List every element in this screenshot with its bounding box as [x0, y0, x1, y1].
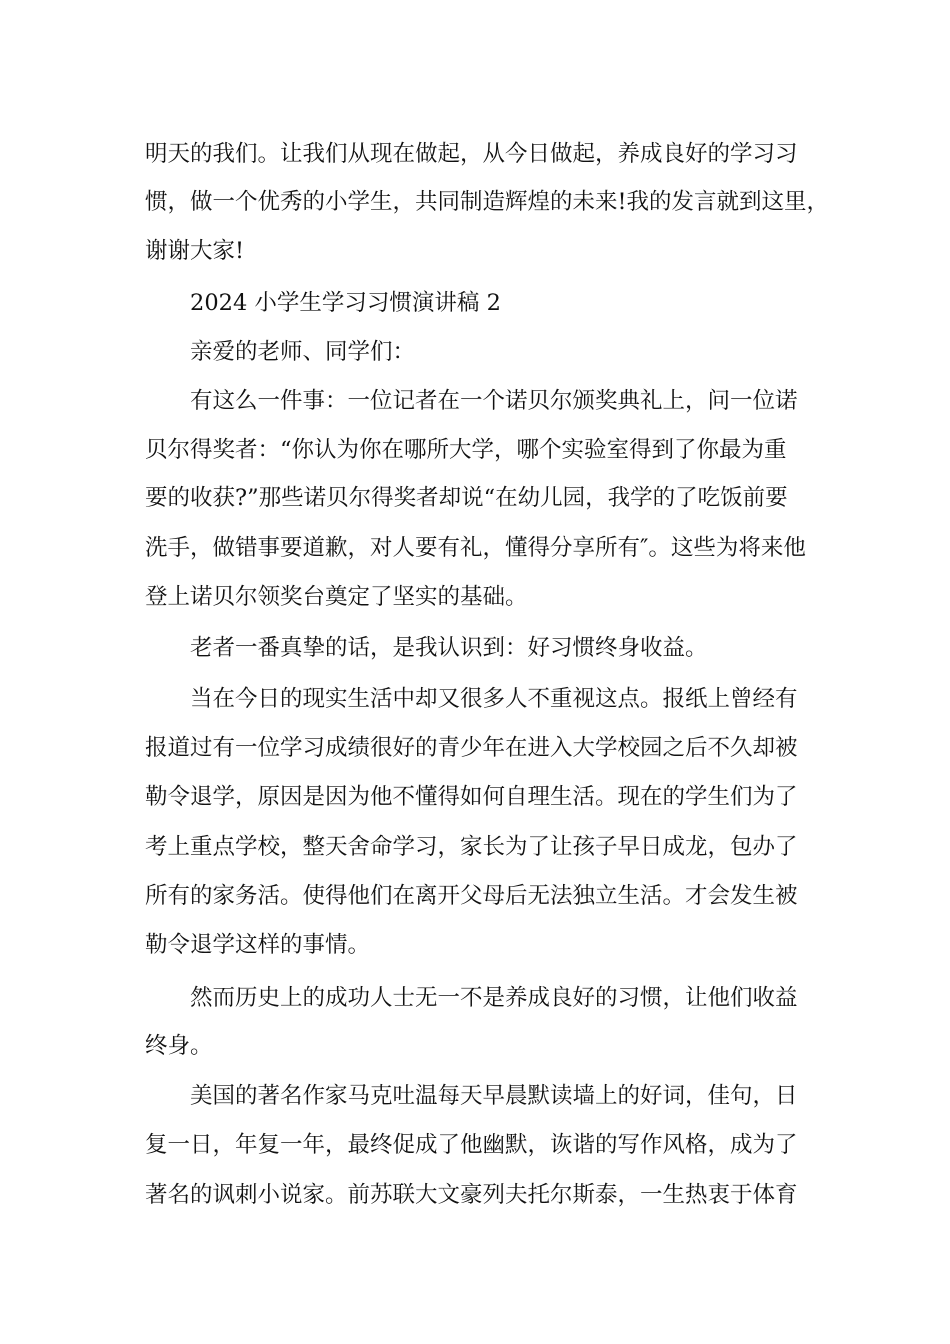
text-line: 然而历史上的成功人士无一不是养成良好的习惯，让他们收益	[190, 985, 798, 1011]
salutation: 亲爱的老师、同学们：	[190, 339, 416, 365]
text-line: 终身。	[145, 1033, 213, 1059]
text-line: 明天的我们。让我们从现在做起，从今日做起，养成良好的学习习	[145, 141, 798, 167]
text-line: 勒令退学，原因是因为他不懂得如何自理生活。现在的学生们为了	[145, 784, 798, 810]
text-line: 美国的著名作家马克吐温每天早晨默读墙上的好词，佳句，日	[190, 1083, 798, 1109]
text-line: 报道过有一位学习成绩很好的青少年在进入大学校园之后不久却被	[145, 735, 798, 761]
text-line: 著名的讽刺小说家。前苏联大文豪列夫托尔斯泰，一生热衷于体育	[145, 1182, 798, 1208]
text-line: 勒令退学这样的事情。	[145, 932, 371, 958]
text-line: 所有的家务活。使得他们在离开父母后无法独立生活。才会发生被	[145, 883, 798, 909]
text-line: 要的收获?”那些诺贝尔得奖者却说“在幼儿园，我学的了吃饭前要	[145, 485, 788, 511]
section-title: 2024 小学生学习习惯演讲稿 2	[190, 290, 501, 316]
text-line: 当在今日的现实生活中却又很多人不重视这点。报纸上曾经有	[190, 686, 798, 712]
text-line: 洗手，做错事要道歉，对人要有礼，懂得分享所有″。这些为将来他	[145, 535, 806, 561]
text-line: 有这么一件事：一位记者在一个诺贝尔颁奖典礼上，问一位诺	[190, 388, 798, 414]
text-line: 老者一番真挚的话，是我认识到：好习惯终身收益。	[190, 635, 708, 661]
text-line: 复一日，年复一年，最终促成了他幽默，诙谐的写作风格，成为了	[145, 1132, 798, 1158]
text-line: 登上诺贝尔领奖台奠定了坚实的基础。	[145, 584, 528, 610]
text-line: 谢谢大家!	[145, 238, 245, 264]
text-line: 贝尔得奖者：“你认为你在哪所大学，哪个实验室得到了你最为重	[145, 437, 787, 463]
text-line: 惯，做一个优秀的小学生，共同制造辉煌的未来!我的发言就到这里，	[145, 189, 830, 215]
text-line: 考上重点学校，整天舍命学习，家长为了让孩子早日成龙，包办了	[145, 834, 798, 860]
